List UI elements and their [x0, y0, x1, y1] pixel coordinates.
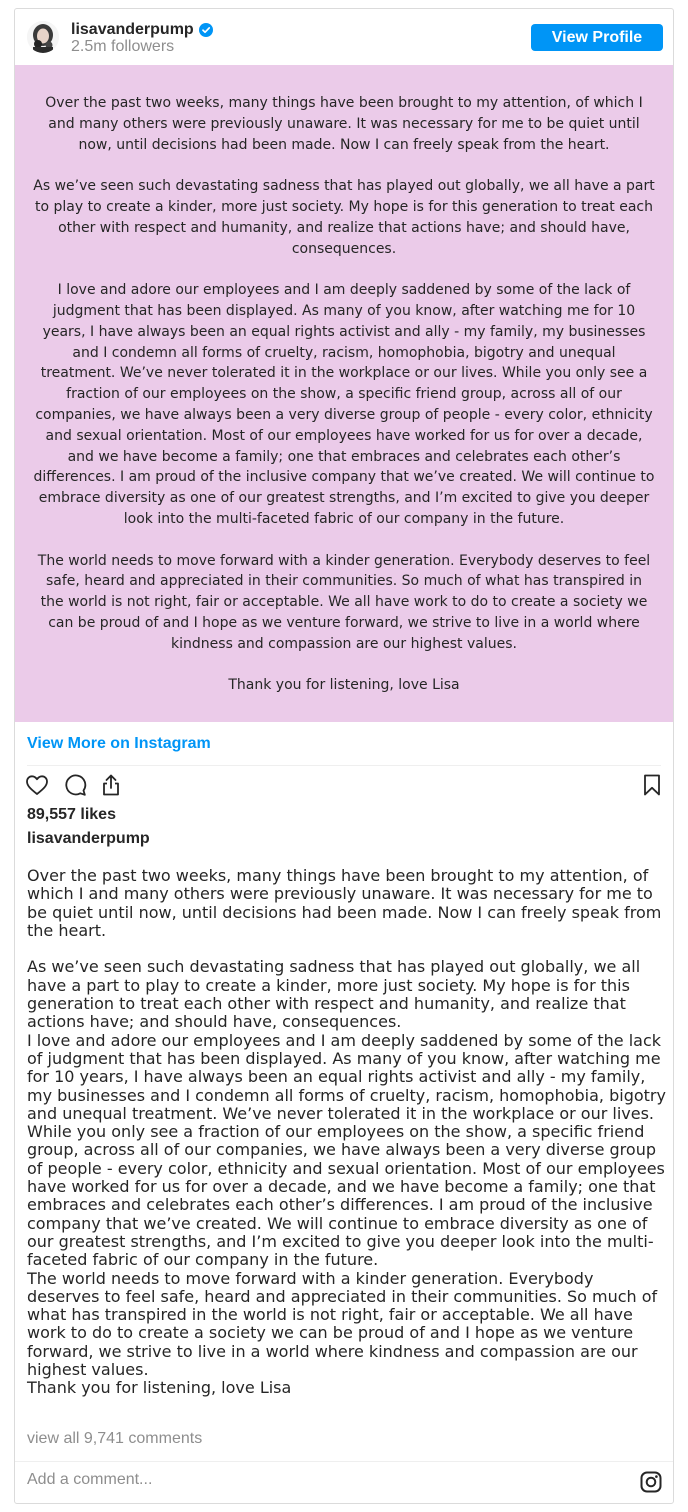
image-paragraph: Over the past two weeks, many things have been brought to my attention, of which I and many others were previously unaware. It was necessary for me to be quiet until now, until decisions had been made. Now I can freely speak from the heart.	[45, 95, 643, 153]
avatar[interactable]	[27, 21, 59, 53]
caption-paragraph: As we’ve seen such devastating sadness that has played out globally, we all have a part to play to create a kinder, more just society. My hope is for this generation to treat each other with respect and humanity, and realize that actions have; and should have, consequences.	[27, 957, 641, 1032]
verified-badge-icon	[199, 23, 213, 37]
instagram-icon[interactable]	[639, 1470, 663, 1494]
username-row	[71, 21, 213, 39]
image-paragraph: I love and adore our employees and I am deeply saddened by some of the lack of judgment that has been displayed. As many of you know, after watching me for 10 years, I have always been an equal rights activist and ally - my family, my businesses and I condemn all forms of cruelty, racism, homophobia, bigotry and unequal treatment. We’ve never tolerated it in the workplace or our lives. While you only see a fraction of our employees on the show, a specific friend group, across all of our companies, we have always been a very diverse group of people - every color, ethnicity and sexual orientation. Most of our employees have worked for us for over a decade, and we have become a family; one that embraces and celebrates each other’s differences. I am proud of the inclusive company that we’ve created. We will continue to embrace diversity as one of our greatest strengths, and I’m excited to give you deeper look into the multi-faceted fabric of our company in the future.	[33, 282, 655, 527]
caption-paragraph: Thank you for listening, love Lisa	[27, 1378, 292, 1398]
post-image[interactable]	[15, 65, 673, 722]
image-paragraph: As we’ve seen such devastating sadness that has played out globally, we all have a part to play to create a kinder, more just society. My hope is for this generation to treat each other with respect and humanity, and realize that actions have; and should have, consequences.	[33, 178, 655, 257]
image-paragraph: The world needs to move forward with a kinder generation. Everybody deserves to feel safe, heard and appreciated in their communities. So much of what has transpired in the world is not right, fair or acceptable. We all have work to do to create a society we can be proud of and I hope as we venture forward, we strive to live in a world where kindness and compassion are our highest values.	[37, 552, 651, 652]
image-paragraph: Thank you for listening, love Lisa	[228, 677, 460, 694]
divider	[15, 1461, 673, 1462]
instagram-embed-card	[14, 8, 674, 1504]
caption-paragraph: The world needs to move forward with a kinder generation. Everybody deserves to feel safe, heard and appreciated in their communities. So much of what has transpired in the world is not right, fair or acceptable. We all have work to do to create a society we can be proud of and I hope as we venture forward, we strive to live in a world where kindness and compassion are our highest values.	[27, 1268, 658, 1380]
caption-username[interactable]: lisavanderpump	[27, 830, 150, 847]
add-comment-input[interactable]: Add a comment...	[27, 1471, 153, 1488]
action-bar	[15, 773, 673, 799]
caption-paragraph: I love and adore our employees and I am deeply saddened by some of the lack of judgment that has been displayed. As many of you know, after watching me for 10 years, I have always been an equal rights activist and ally - my family, my businesses and I condemn all forms of cruelty, racism, homophobia, bigotry and unequal treatment. We’ve never tolerated it in the workplace or our lives. While you only see a fraction of our employees on the show, a specific friend group, across all of our companies, we have always been a very diverse group of people - every color, ethnicity and sexual orientation. Most of our employees have worked for us for over a decade, and we have become a family; one that embraces and celebrates each other’s differences. I am proud of the inclusive company that we’ve created. We will continue to embrace diversity as one of our greatest strengths, and I’m excited to give you deeper look into the multi-faceted fabric of our company in the future.	[27, 1030, 666, 1270]
heart-icon[interactable]	[25, 773, 49, 797]
divider	[27, 765, 661, 766]
view-profile-button[interactable]: View Profile	[531, 24, 663, 51]
avatar-image	[27, 21, 59, 53]
share-icon[interactable]	[99, 773, 123, 797]
username[interactable]: lisavanderpump	[71, 21, 194, 38]
view-more-link[interactable]: View More on Instagram	[27, 735, 211, 752]
comment-icon[interactable]	[63, 773, 87, 797]
post-header	[15, 9, 673, 65]
like-count[interactable]: 89,557 likes	[27, 806, 116, 823]
caption-paragraph: Over the past two weeks, many things have been brought to my attention, of which I and many others were previously unaware. It was necessary for me to be quiet until now, until decisions had been made. Now I can freely speak from the heart.	[27, 866, 662, 940]
view-all-comments-link[interactable]: view all 9,741 comments	[27, 1430, 203, 1447]
follower-count: 2.5m followers	[71, 38, 175, 55]
post-image-text	[33, 93, 655, 717]
bookmark-icon[interactable]	[640, 773, 664, 797]
post-caption	[27, 867, 667, 1398]
